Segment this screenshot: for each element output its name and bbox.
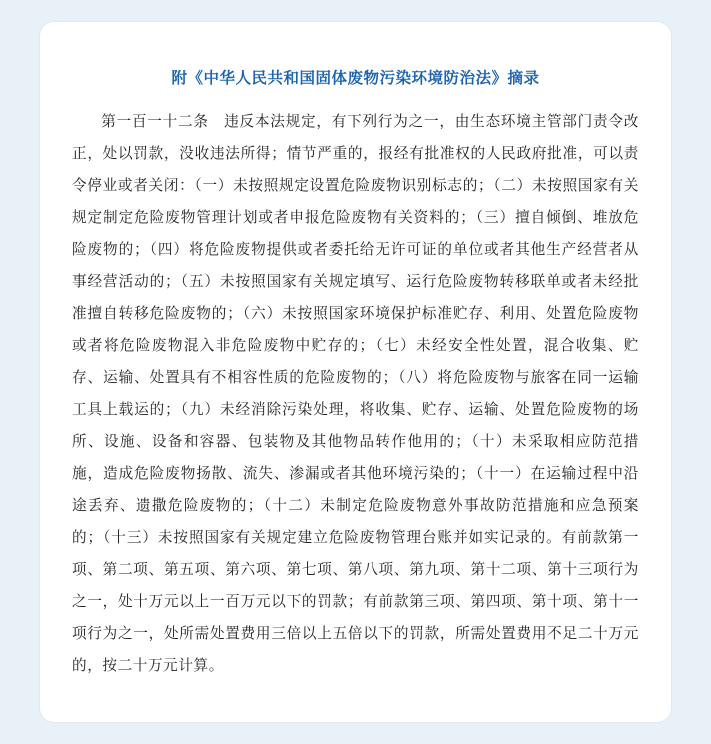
document-card (40, 22, 671, 722)
page-title: 附《中华人民共和国固体废物污染环境防治法》摘录 (171, 69, 540, 87)
document-body-text: 第一百一十二条 违反本法规定，有下列行为之一，由生态环境主管部门责令改正，处以罚款，没收违法所得；情节严重的，报经有批准权的人民政府批准，可以责令停业或者关闭：（一）未按照规定设置危险废物识别标志的；（二）未按照国家有关规定制定危险废物管理计划或者申报危险废物有关资料的；（三）擅自倾倒、堆放危险废物的；（四）将危险废物提供或者委托给无许可证的单位或者其他生产经营者从事经营活动的；（五）未按照国家有关规定填写、运行危险废物转移联单或者未经批准擅自转移危险废物的；（六）未按照国家环境保护标准贮存、利用、处置危险废物或者将危险废物混入非危险废物中贮存的；（七）未经安全性处置，混合收集、贮存、运输、处置具有不相容性质的危险废物的；（八）将危险废物与旅客在同一运输工具上载运的；（九）未经消除污染处理，将收集、贮存、运输、处置危险废物的场所、设施、设备和容器、包装物及其他物品转作他用的；（十）未采取相应防范措施，造成危险废物扬散、流失、渗漏或者其他环境污染的；（十一）在运输过程中沿途丢弃、遗撒危险废物的；（十二）未制定危险废物意外事故防范措施和应急预案的；（十三）未按照国家有关规定建立危险废物管理台账并如实记录的。有前款第一项、第二项、第五项、第六项、第七项、第八项、第九项、第十二项、第十三项行为之一，处十万元以上一百万元以下的罚款；有前款第三项、第四项、第十项、第十一项行为之一，处所需处置费用三倍以上五倍以下的罚款，所需处置费用不足二十万元的，按二十万元计算。 (72, 113, 639, 674)
